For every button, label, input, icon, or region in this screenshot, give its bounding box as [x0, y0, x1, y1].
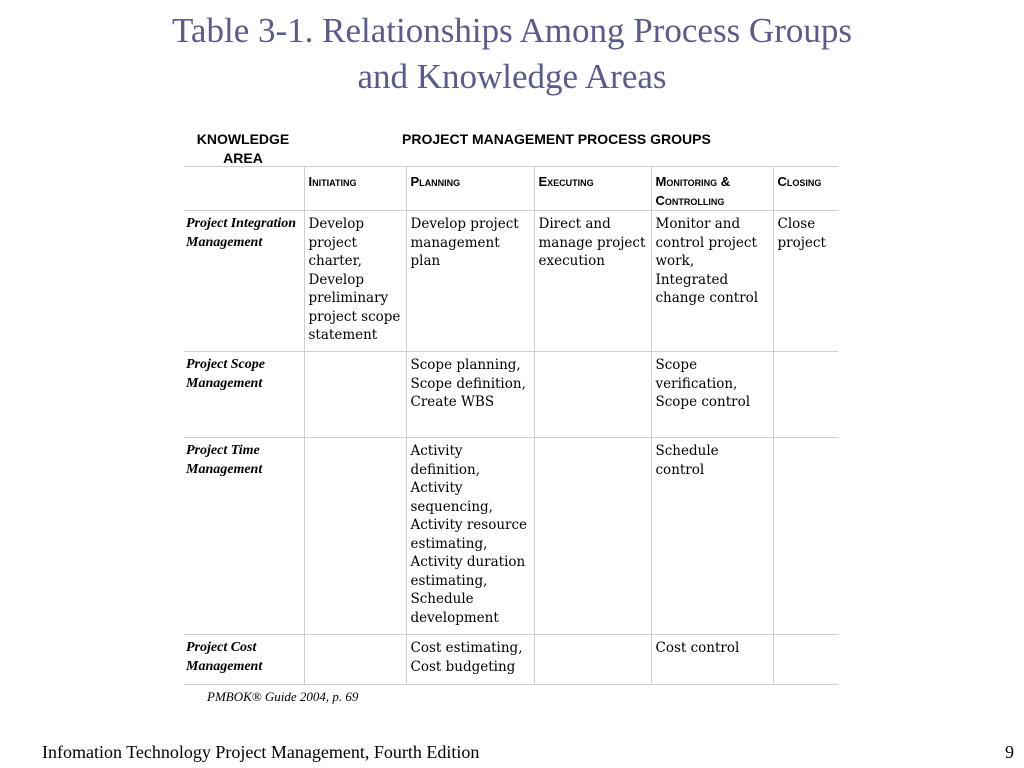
process-groups-header: PROJECT MANAGEMENT PROCESS GROUPS [402, 131, 711, 147]
column-header-monitoring-controlling: Monitoring & Controlling [651, 167, 773, 211]
page-number: 9 [1005, 742, 1014, 762]
footer-text: Infomation Technology Project Management, Fourth Edition [42, 742, 480, 762]
knowledge-area-cell: Project Scope Management [184, 352, 304, 438]
slide-title-line1: Table 3-1. Relationships Among Process Groups [172, 11, 852, 50]
planning-cell: Develop project management plan [406, 211, 534, 352]
column-header-planning: Planning [406, 167, 534, 211]
executing-cell [534, 352, 651, 438]
monitoring-cell: Monitor and control project work, Integrated change control [651, 211, 773, 352]
column-header-initiating: Initiating [304, 167, 406, 211]
table-row [184, 352, 838, 438]
closing-cell [773, 352, 838, 438]
knowledge-area-header [188, 130, 298, 168]
knowledge-area-header-line2: AREA [223, 150, 263, 166]
planning-cell: Scope planning, Scope definition, Create WBS [406, 352, 534, 438]
column-header-closing: Closing [773, 167, 838, 211]
executing-cell [534, 438, 651, 635]
executing-cell: Direct and manage project execution [534, 211, 651, 352]
initiating-cell [304, 352, 406, 438]
initiating-cell [304, 438, 406, 635]
monitoring-cell: Scope verification, Scope control [651, 352, 773, 438]
knowledge-area-cell: Project Time Management [184, 438, 304, 635]
closing-cell: Close project [773, 211, 838, 352]
slide-title-line2: and Knowledge Areas [357, 57, 667, 96]
column-header-executing: Executing [534, 167, 651, 211]
table-row [184, 438, 838, 635]
knowledge-area-header-line1: KNOWLEDGE [196, 131, 290, 147]
closing-cell [773, 438, 838, 635]
planning-cell: Activity definition, Activity sequencing, Activity resource estimating, Activity duration estimating, Schedule development [406, 438, 534, 635]
table-row [184, 211, 838, 352]
planning-cell: Cost estimating, Cost budgeting [406, 635, 534, 685]
initiating-cell [304, 635, 406, 685]
monitoring-cell: Cost control [651, 635, 773, 685]
monitoring-cell: Schedule control [651, 438, 773, 635]
source-citation: PMBOK® Guide 2004, p. 69 [207, 689, 359, 704]
column-header-row [184, 167, 838, 211]
column-header-knowledge-area [184, 167, 304, 211]
slide-title [0, 8, 1024, 100]
knowledge-area-cell: Project Integration Management [184, 211, 304, 352]
process-groups-table [184, 166, 838, 685]
initiating-cell: Develop project charter, Develop preliminary project scope statement [304, 211, 406, 352]
closing-cell [773, 635, 838, 685]
knowledge-area-cell: Project Cost Management [184, 635, 304, 685]
executing-cell [534, 635, 651, 685]
table-row [184, 635, 838, 685]
